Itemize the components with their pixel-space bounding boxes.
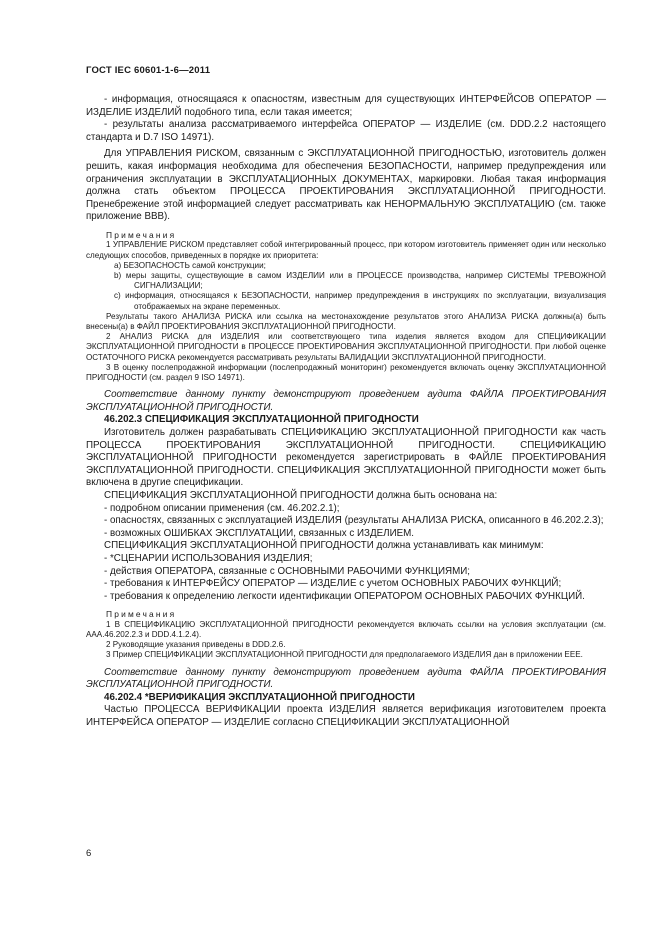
note-2: 2 АНАЛИЗ РИСКА для ИЗДЕЛИЯ или соответствующего типа изделия является входом для СПЕЦИФИКАЦИИ ЭКСПЛУАТАЦИОННОЙ ПРИГОДНОСТИ в ПРОЦЕССЕ ПРОЕКТИРОВАНИЯ ЭКСПЛУАТАЦИОННОЙ ПРИГОДНОСТИ. При любой оценке ОСТАТОЧНОГО РИСКА рекомендуется рассматривать результаты ВАЛИДАЦИИ ЭКСПЛУАТАЦИОННОЙ ПРИГОДНОСТИ. [86, 332, 606, 362]
page-number: 6 [86, 848, 92, 859]
paragraph-spec-minimum: СПЕЦИФИКАЦИЯ ЭКСПЛУАТАЦИОННОЙ ПРИГОДНОСТИ должна устанавливать как минимум: [104, 540, 544, 552]
section-heading: 46.202.3 СПЕЦИФИКАЦИЯ ЭКСПЛУАТАЦИОННОЙ ПРИГОДНОСТИ [104, 414, 419, 426]
note-3: 3 В оценку послепродажной информации (послепродажный мониторинг) рекомендуется включать оценку ЭКСПЛУАТАЦИОННОЙ ПРИГОДНОСТИ (см. раздел 9 ISO 14971). [86, 362, 606, 382]
section-heading: 46.202.4 *ВЕРИФИКАЦИЯ ЭКСПЛУАТАЦИОННОЙ ПРИГОДНОСТИ [104, 691, 415, 703]
list-item: - опасностях, связанных с эксплуатацией ИЗДЕЛИЯ (результаты АНАЛИЗА РИСКА, описанного в 46.202.2.3); [104, 515, 604, 527]
list-item: - действия ОПЕРАТОРА, связанные с ОСНОВНЫМИ РАБОЧИМИ ФУНКЦИЯМИ; [104, 565, 470, 577]
audit-statement: Соответствие данному пункту демонстрируют проведением аудита ФАЙЛА ПРОЕКТИРОВАНИЯ ЭКСПЛУАТАЦИОННОЙ ПРИГОДНОСТИ. [86, 666, 606, 691]
paragraph-spec-basis: СПЕЦИФИКАЦИЯ ЭКСПЛУАТАЦИОННОЙ ПРИГОДНОСТИ должна быть основана на: [104, 489, 498, 501]
list-item: - подробном описании применения (см. 46.202.2.1); [104, 502, 340, 514]
paragraph-interface-analysis: - результаты анализа рассматриваемого интерфейса ОПЕРАТОР — ИЗДЕЛИЕ (см. DDD.2.2 настоящего стандарта и D.7 ISO 14971). [86, 119, 606, 143]
notes-heading: Примечания [106, 229, 177, 240]
note-1-item-c: с) информация, относящаяся к БЕЗОПАСНОСТИ, например предупреждения в инструкциях по эксплуатации, визуализация отображаемых на экране переменных. [114, 291, 606, 311]
note-1-results: Результаты такого АНАЛИЗА РИСКА или ссылка на местонахождение результатов этого АНАЛИЗА РИСКА должны(а) быть внесены(а) в ФАЙЛ ПРОЕКТИРОВАНИЯ ЭКСПЛУАТАЦИОННОЙ ПРИГОДНОСТИ. [86, 311, 606, 331]
page-body [86, 94, 606, 729]
note-1-item-b: b) меры защиты, существующие в самом ИЗДЕЛИИ или в ПРОЦЕССЕ производства, например СИСТЕМЫ ТРЕВОЖНОЙ СИГНАЛИЗАЦИИ; [114, 270, 606, 291]
note-3: 3 Пример СПЕЦИФИКАЦИИ ЭКСПЛУАТАЦИОННОЙ ПРИГОДНОСТИ для предполагаемого ИЗДЕЛИЯ дан в приложении ЕЕЕ. [106, 650, 583, 660]
paragraph-spec-development: Изготовитель должен разрабатывать СПЕЦИФИКАЦИЮ ЭКСПЛУАТАЦИОННОЙ ПРИГОДНОСТИ как часть ПРОЦЕССА ПРОЕКТИРОВАНИЯ ЭКСПЛУАТАЦИОННОЙ ПРИГОДНОСТИ. СПЕЦИФИКАЦИЮ ЭКСПЛУАТАЦИОННОЙ ПРИГОДНОСТИ рекомендуется зарегистрировать в ФАЙЛЕ ПРОЕКТИРОВАНИЯ ЭКСПЛУАТАЦИОННОЙ ПРИГОДНОСТИ. СПЕЦИФИКАЦИЯ ЭКСПЛУАТАЦИОННОЙ ПРИГОДНОСТИ может быть включена в другие спецификации. [86, 426, 606, 489]
audit-statement: Соответствие данному пункту демонстрируют проведением аудита ФАЙЛА ПРОЕКТИРОВАНИЯ ЭКСПЛУАТАЦИОННОЙ ПРИГОДНОСТИ. [86, 389, 606, 413]
list-item: - *СЦЕНАРИИ ИСПОЛЬЗОВАНИЯ ИЗДЕЛИЯ; [104, 552, 313, 564]
note-1: 1 В СПЕЦИФИКАЦИЮ ЭКСПЛУАТАЦИОННОЙ ПРИГОДНОСТИ рекомендуется включать ссылки на условия эксплуатации (см. ААА.46.202.2.3 и DDD.4.1.2.4). [86, 619, 606, 639]
note-2: 2 Руководящие указания приведены в DDD.2.6. [106, 640, 286, 650]
notes-heading: Примечания [106, 609, 177, 620]
note-1: 1 УПРАВЛЕНИЕ РИСКОМ представляет собой интегрированный процесс, при котором изготовитель применяет один или несколько следующих способов, приведенных в порядке их приоритета: [86, 240, 606, 260]
paragraph-hazard-info: - информация, относящаяся к опасностям, известным для существующих ИНТЕРФЕЙСОВ ОПЕРАТОР — ИЗДЕЛИЕ ИЗДЕЛИЙ подобного типа, если такая имеется; [86, 94, 606, 118]
list-item: - возможных ОШИБКАХ ЭКСПЛУАТАЦИИ, связанных с ИЗДЕЛИЕМ. [104, 527, 415, 539]
list-item: - требования к ИНТЕРФЕЙСУ ОПЕРАТОР — ИЗДЕЛИЕ с учетом ОСНОВНЫХ РАБОЧИХ ФУНКЦИЙ; [104, 578, 562, 590]
document-header: ГОСТ IEC 60601-1-6—2011 [86, 65, 211, 76]
paragraph-verification: Частью ПРОЦЕССА ВЕРИФИКАЦИИ проекта ИЗДЕЛИЯ является верификация изготовителем проекта ИНТЕРФЕЙСА ОПЕРАТОР — ИЗДЕЛИЕ согласно СПЕЦИФИКАЦИИ ЭКСПЛУАТАЦИОННОЙ [86, 704, 606, 728]
list-item: - требования к определению легкости идентификации ОПЕРАТОРОМ ОСНОВНЫХ РАБОЧИХ ФУНКЦИЙ. [104, 590, 585, 602]
paragraph-risk-control: Для УПРАВЛЕНИЯ РИСКОМ, связанным с ЭКСПЛУАТАЦИОННОЙ ПРИГОДНОСТЬЮ, изготовитель должен решить, какая информация необходима для обеспечения БЕЗОПАСНОСТИ, например предупреждения или ограничения эксплуатации в ЭКСПЛУАТАЦИОННЫХ ДОКУМЕНТАХ, маркировки. Любая такая информация должна стать объектом ПРОЦЕССА ПРОЕКТИРОВАНИЯ ЭКСПЛУАТАЦИОННОЙ ПРИГОДНОСТИ. Пренебрежение этой информацией следует рассматривать как НЕНОРМАЛЬНУЮ ЭКСПЛУАТАЦИЮ (см. также приложение ВВВ). [86, 148, 606, 223]
note-1-item-a: а) БЕЗОПАСНОСТЬ самой конструкции; [114, 260, 266, 270]
